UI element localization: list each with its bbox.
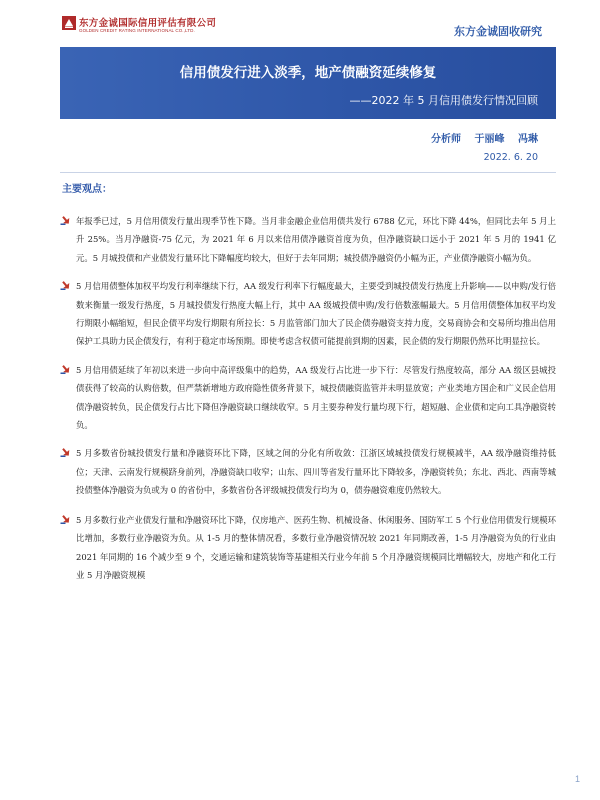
company-logo bbox=[62, 15, 262, 39]
list-item bbox=[60, 212, 556, 267]
point-text: 5 月多数行业产业债发行量和净融资环比下降，仅房地产、医药生物、机械设备、休闲服务、国防军工 5 个行业信用债发行规模环比增加，多数行业净融资为负。从 1-5 月的整体情况看，多数行业净融资情况较 2021 年同期改善，1-5 月净融资为负的行业由 2021 年同期的 16 个减少至 9 个，交通运输和建筑装饰等基建相关行业今年前 5 个月净融资规模同比增幅较大，房地产和化工行业 5 月净融资规模 bbox=[76, 514, 557, 580]
page-number: 1 bbox=[574, 774, 580, 784]
research-brand: 东方金诚固收研究 bbox=[454, 25, 542, 38]
point-text: 5 月多数省份城投债发行量和净融资环比下降，区域之间的分化有所收敛：江浙区域城投债发行规模减半，AA 级净融资维持低位；天津、云南发行规模跻身前列，净融资缺口收窄；山东、四川等省发行量环比下降较多，净融资转负；东北、西北、西南等城投债整体净融资为负或为 0 的省份中，多数省份各评级城投债发行均为 0，债券融资难度仍然较大。 bbox=[76, 448, 556, 496]
bullet-arrow-icon bbox=[60, 215, 71, 226]
logo-chinese-name: 东方金诚国际信用评估有限公司 bbox=[79, 18, 217, 29]
list-item bbox=[60, 444, 556, 499]
list-item bbox=[60, 361, 556, 435]
logo-english-name: GOLDEN CREDIT RATING INTERNATIONAL CO.,LTD. bbox=[79, 28, 195, 33]
bullet-arrow-icon bbox=[60, 364, 71, 375]
point-text: 年报季已过，5 月信用债发行量出现季节性下降。当月非金融企业信用债共发行 6788 亿元，环比下降 44%，但同比去年 5 月上升 25%。当月净融资-75 亿元，为 2021 年 6 月以来信用债净融资首度为负，但净融资缺口远小于 2021 年 5 月的 1941 亿元。5 月城投债和产业债发行量环比下降幅度均较大，但好于去年同期；城投债净融资仍小幅为正，产业债净融资小幅为负。 bbox=[76, 216, 556, 263]
title-banner bbox=[60, 47, 556, 119]
section-heading: 主要观点： bbox=[62, 184, 112, 195]
analyst-name-1: 于丽峰 bbox=[474, 134, 505, 145]
bullet-arrow-icon bbox=[60, 280, 71, 291]
analyst-name-2: 冯琳 bbox=[518, 134, 538, 145]
analyst-line bbox=[431, 130, 538, 145]
analyst-label: 分析师 bbox=[431, 134, 462, 145]
list-item bbox=[60, 277, 556, 351]
list-item bbox=[60, 511, 556, 585]
header-divider bbox=[60, 172, 556, 173]
report-subtitle: ——2022 年 5 月信用债发行情况回顾 bbox=[349, 94, 538, 107]
point-text: 5 月信用债延续了年初以来进一步向中高评级集中的趋势，AA 级发行占比进一步下行：尽管发行热度较高，部分 AA 级区县城投债获得了较高的认购倍数，但严禁新增地方政府隐性债务背景下，城投债融资监管并未明显放宽；产业类地方国企和广义民企信用债净融资转负，民企债发行占比下降但净融资缺口继续收窄。5 月主要券种发行量均现下行，超短融、企业债和定向工具净融资转负。 bbox=[76, 364, 556, 431]
logo-mark-icon bbox=[62, 16, 76, 30]
point-text: 5 月信用债整体加权平均发行利率继续下行，AA 级发行利率下行幅度最大，主要受到城投债发行热度上升影响——以申购/发行倍数来衡量一级发行热度，5 月城投债发行热度大幅上行，其中 AA 级城投债申购/发行倍数涨幅最大。5 月信用债整体加权平均发行期限小幅缩短，但民企债平均发行期限有所拉长：5 月监管部门加大了民企债券融资支持力度，交易商协会和交易所均推出信用保护工具助力民企债发行，有利于稳定市场预期。即使考虑含权债可能提前到期的因素，民企债的发行期限仍然环比明显拉长。 bbox=[76, 281, 556, 347]
key-points-list bbox=[60, 212, 556, 594]
bullet-arrow-icon bbox=[60, 447, 71, 458]
report-date: 2022. 6. 20 bbox=[483, 152, 538, 163]
report-title: 信用债发行进入淡季，地产债融资延续修复 bbox=[179, 65, 437, 81]
page-header bbox=[0, 0, 600, 50]
bullet-arrow-icon bbox=[60, 514, 71, 525]
